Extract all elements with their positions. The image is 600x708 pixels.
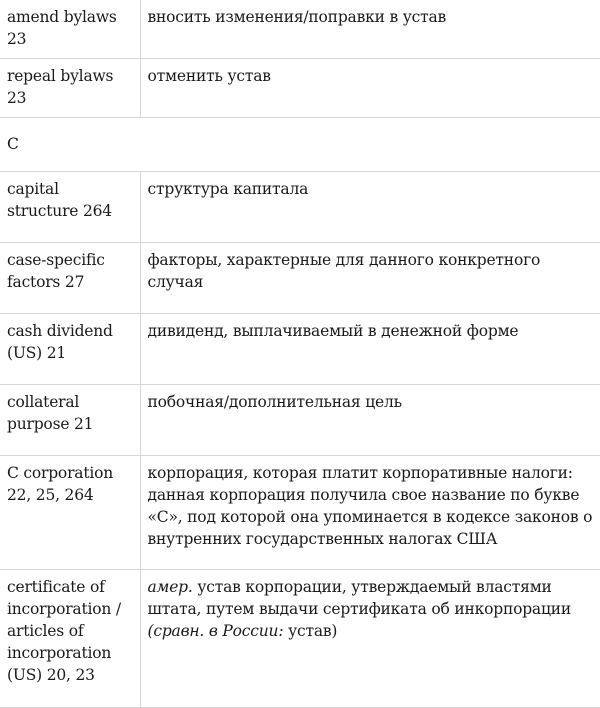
term-cell: case-specific factors 27: [0, 243, 140, 314]
table-row: [0, 172, 600, 243]
definition-cell: побочная/дополнительная цель: [140, 385, 600, 456]
term-cell: C corporation 22, 25, 264: [0, 456, 140, 570]
table-row: [0, 456, 600, 570]
definition-cell: вносить изменения/поправки в устав: [140, 0, 600, 59]
table-row: [0, 59, 600, 118]
table-row: [0, 570, 600, 708]
term-cell: certificate of incorporation / articles of incorporation (US) 20, 23: [0, 570, 140, 708]
definition-text: устав корпорации, утверждаемый властями штата, путем выдачи сертификата об инкорпорации: [147, 578, 571, 618]
definition-cell: структура капитала: [140, 172, 600, 243]
definition-note: (сравн. в России:: [147, 622, 284, 640]
definition-cell: отменить устав: [140, 59, 600, 118]
definition-cell: корпорация, которая платит корпоративные налоги: данная корпорация получила свое название по букве «С», под которой она упоминается в кодексе законов о внутренних государственных налогах США: [140, 456, 600, 570]
definition-tail: устав): [283, 622, 338, 640]
definition-cell: дивиденд, выплачиваемый в денежной форме: [140, 314, 600, 385]
table-row: [0, 243, 600, 314]
section-row: [0, 118, 600, 172]
section-letter: C: [0, 118, 600, 172]
term-cell: repeal bylaws 23: [0, 59, 140, 118]
definition-prefix: амер.: [147, 578, 193, 596]
definition-cell: [140, 570, 600, 708]
definition-cell: факторы, характерные для данного конкретного случая: [140, 243, 600, 314]
term-cell: cash dividend (US) 21: [0, 314, 140, 385]
table-row: [0, 314, 600, 385]
table-row: [0, 0, 600, 59]
term-cell: capital structure 264: [0, 172, 140, 243]
table-row: [0, 385, 600, 456]
term-cell: amend bylaws 23: [0, 0, 140, 59]
term-cell: collateral purpose 21: [0, 385, 140, 456]
